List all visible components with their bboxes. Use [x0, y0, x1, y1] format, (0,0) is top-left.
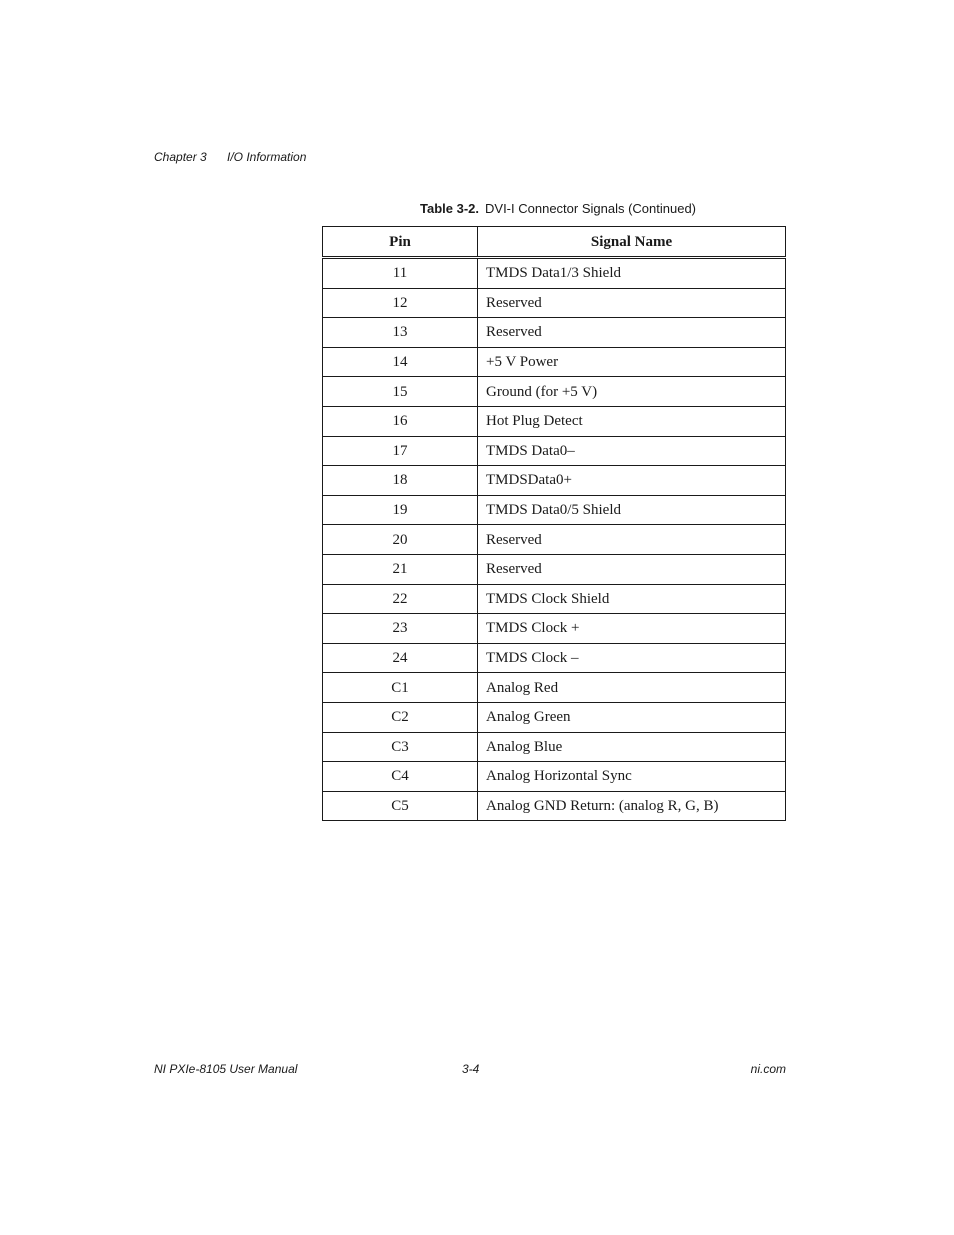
- signal-name-cell: TMDSData0+: [478, 466, 786, 496]
- pin-cell: 22: [323, 584, 478, 614]
- footer-manual-title: NI PXIe-8105 User Manual: [154, 1062, 298, 1076]
- pin-cell: C1: [323, 673, 478, 703]
- pin-cell: C5: [323, 791, 478, 821]
- table-row: [323, 377, 786, 407]
- pin-cell: 18: [323, 466, 478, 496]
- signal-name-cell: Reserved: [478, 288, 786, 318]
- signal-name-cell: Analog GND Return: (analog R, G, B): [478, 791, 786, 821]
- column-header-pin: Pin: [323, 227, 478, 258]
- table-row: [323, 762, 786, 792]
- table-row: [323, 436, 786, 466]
- table-row: [323, 673, 786, 703]
- signal-name-cell: Analog Blue: [478, 732, 786, 762]
- table-row: [323, 466, 786, 496]
- pin-cell: C4: [323, 762, 478, 792]
- chapter-label: Chapter 3: [154, 150, 207, 164]
- footer-site: ni.com: [750, 1062, 786, 1076]
- table-body: [323, 258, 786, 821]
- table-row: [323, 584, 786, 614]
- signal-name-cell: TMDS Clock –: [478, 643, 786, 673]
- section-label: I/O Information: [227, 150, 307, 164]
- signals-table: [322, 226, 786, 821]
- signal-name-cell: Ground (for +5 V): [478, 377, 786, 407]
- table-row: [323, 406, 786, 436]
- signal-name-cell: Reserved: [478, 554, 786, 584]
- signal-name-cell: TMDS Data0/5 Shield: [478, 495, 786, 525]
- table-row: [323, 732, 786, 762]
- table-row: [323, 702, 786, 732]
- pin-cell: 24: [323, 643, 478, 673]
- table-row: [323, 495, 786, 525]
- signal-name-cell: Reserved: [478, 318, 786, 348]
- signal-name-cell: TMDS Data1/3 Shield: [478, 258, 786, 289]
- pin-cell: 13: [323, 318, 478, 348]
- pin-cell: 17: [323, 436, 478, 466]
- pin-cell: C3: [323, 732, 478, 762]
- signal-name-cell: Analog Green: [478, 702, 786, 732]
- signal-name-cell: +5 V Power: [478, 347, 786, 377]
- pin-cell: 11: [323, 258, 478, 289]
- table-row: [323, 614, 786, 644]
- table-caption-label: Table 3-2.: [420, 201, 480, 216]
- table-row: [323, 525, 786, 555]
- table-row: [323, 288, 786, 318]
- pin-cell: C2: [323, 702, 478, 732]
- table-caption-title: DVI-I Connector Signals (Continued): [485, 201, 697, 216]
- table-header-row: [323, 227, 786, 258]
- column-header-signal-name: Signal Name: [478, 227, 786, 258]
- pin-cell: 19: [323, 495, 478, 525]
- pin-cell: 20: [323, 525, 478, 555]
- signal-name-cell: Reserved: [478, 525, 786, 555]
- signal-name-cell: Hot Plug Detect: [478, 406, 786, 436]
- signal-name-cell: Analog Horizontal Sync: [478, 762, 786, 792]
- table-caption: [420, 201, 696, 216]
- signal-name-cell: TMDS Data0–: [478, 436, 786, 466]
- table-row: [323, 258, 786, 289]
- table-row: [323, 791, 786, 821]
- table-row: [323, 347, 786, 377]
- running-header: [154, 150, 306, 164]
- pin-cell: 12: [323, 288, 478, 318]
- signal-name-cell: Analog Red: [478, 673, 786, 703]
- pin-cell: 21: [323, 554, 478, 584]
- pin-cell: 15: [323, 377, 478, 407]
- footer-page-number: 3-4: [462, 1062, 480, 1076]
- pin-cell: 23: [323, 614, 478, 644]
- pin-cell: 16: [323, 406, 478, 436]
- table-row: [323, 554, 786, 584]
- table-row: [323, 643, 786, 673]
- signal-name-cell: TMDS Clock +: [478, 614, 786, 644]
- pin-cell: 14: [323, 347, 478, 377]
- table-row: [323, 318, 786, 348]
- signal-name-cell: TMDS Clock Shield: [478, 584, 786, 614]
